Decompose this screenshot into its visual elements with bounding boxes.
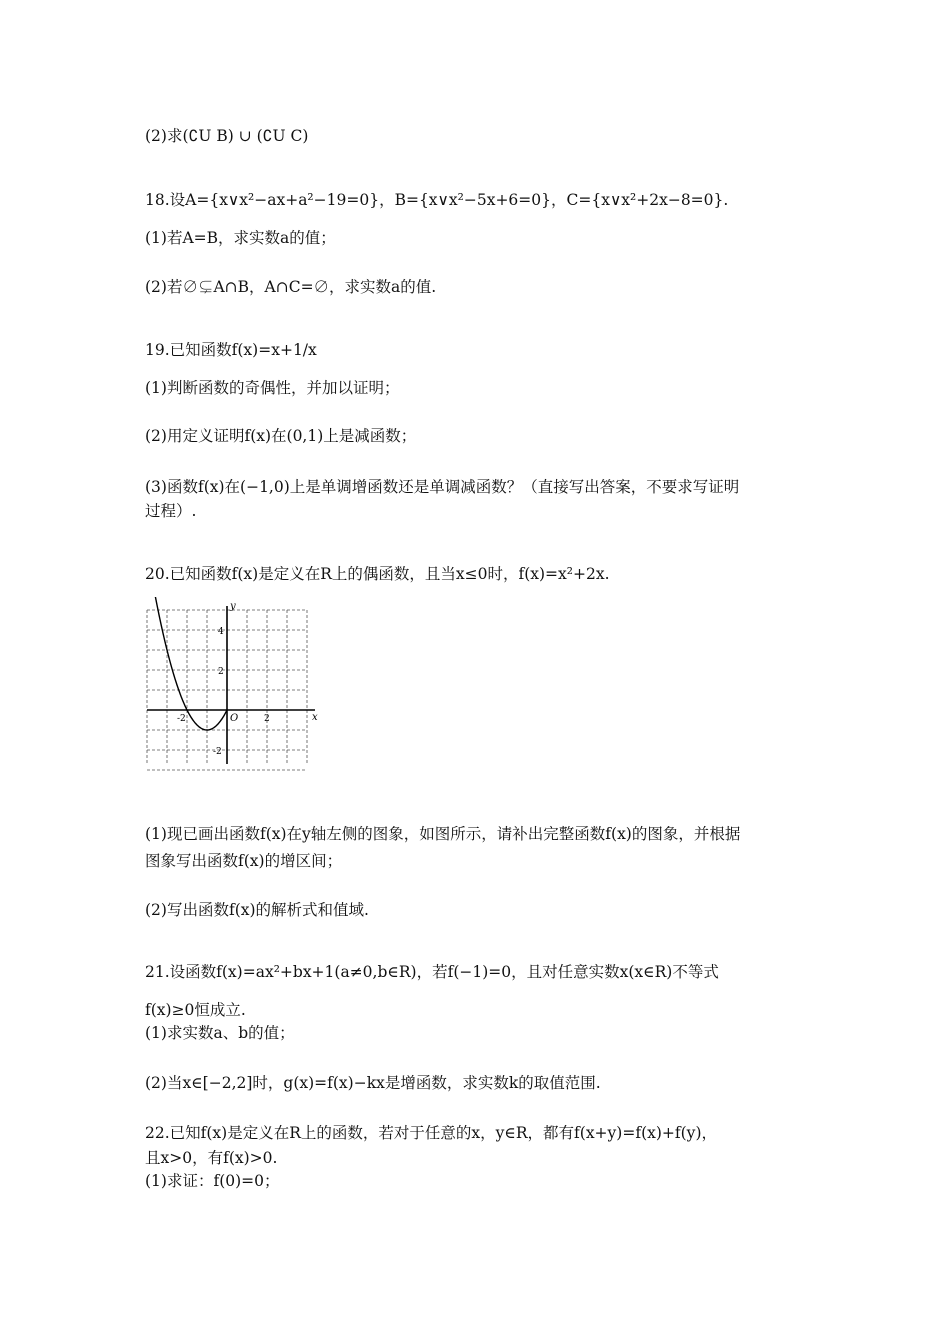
q21-stem-line1: 21.设函数f(x)=ax²+bx+1(a≠0,b∈R)，若f(−1)=0，且对任意实数x(x∈R)不等式 — [145, 963, 719, 981]
q22-stem-line2: 且x>0，有f(x)>0. — [145, 1149, 278, 1167]
tick-label-xneg2: -2 — [177, 714, 186, 724]
q19-part1: (1)判断函数的奇偶性，并加以证明； — [145, 379, 400, 397]
y-axis-label: y — [230, 601, 236, 612]
q21-stem-line2: f(x)≥0恒成立. — [145, 1001, 246, 1019]
graph-svg — [145, 597, 320, 775]
q19-part3-line2: 过程）. — [145, 502, 197, 520]
q20-part2: (2)写出函数f(x)的解析式和值域. — [145, 901, 369, 919]
q19-part2: (2)用定义证明f(x)在(0,1)上是减函数； — [145, 427, 417, 445]
tick-label-x2: 2 — [264, 714, 270, 724]
q22-stem-line1: 22.已知f(x)是定义在R上的函数，若对于任意的x，y∈R，都有f(x+y)=f(x)+f(y)， — [145, 1124, 717, 1142]
function-graph — [145, 597, 320, 775]
q20-part1-line1: (1)现已画出函数f(x)在y轴左侧的图象，如图所示，请补出完整函数f(x)的图象，并根据 — [145, 825, 741, 843]
tick-label-yneg2: -2 — [213, 747, 222, 757]
origin-label: O — [230, 713, 239, 724]
q18-part1: (1)若A=B，求实数a的值； — [145, 229, 336, 247]
tick-label-y4: 4 — [218, 627, 224, 637]
q22-part1: (1)求证：f(0)=0； — [145, 1172, 280, 1190]
q19-stem: 19.已知函数f(x)=x+1/x — [145, 341, 317, 359]
q20-stem: 20.已知函数f(x)是定义在R上的偶函数，且当x≤0时，f(x)=x²+2x. — [145, 565, 610, 583]
q21-part2: (2)当x∈[−2,2]时，g(x)=f(x)−kx是增函数，求实数k的取值范围. — [145, 1074, 601, 1092]
q19-part3-line1: (3)函数f(x)在(−1,0)上是单调增函数还是单调减函数？（直接写出答案，不要求写证明 — [145, 478, 740, 496]
q18-part2: (2)若∅⊊A∩B，A∩C=∅，求实数a的值. — [145, 278, 437, 296]
q18-stem: 18.设A={x∨x²−ax+a²−19=0}，B={x∨x²−5x+6=0}，C={x∨x²+2x−8=0}. — [145, 191, 729, 209]
q17-part2: (2)求(∁U B) ∪ (∁U C) — [145, 127, 309, 145]
tick-label-y2: 2 — [218, 667, 224, 677]
q20-part1-line2: 图象写出函数f(x)的增区间； — [145, 852, 343, 870]
q21-part1: (1)求实数a、b的值； — [145, 1024, 295, 1042]
x-axis-label: x — [312, 712, 318, 723]
